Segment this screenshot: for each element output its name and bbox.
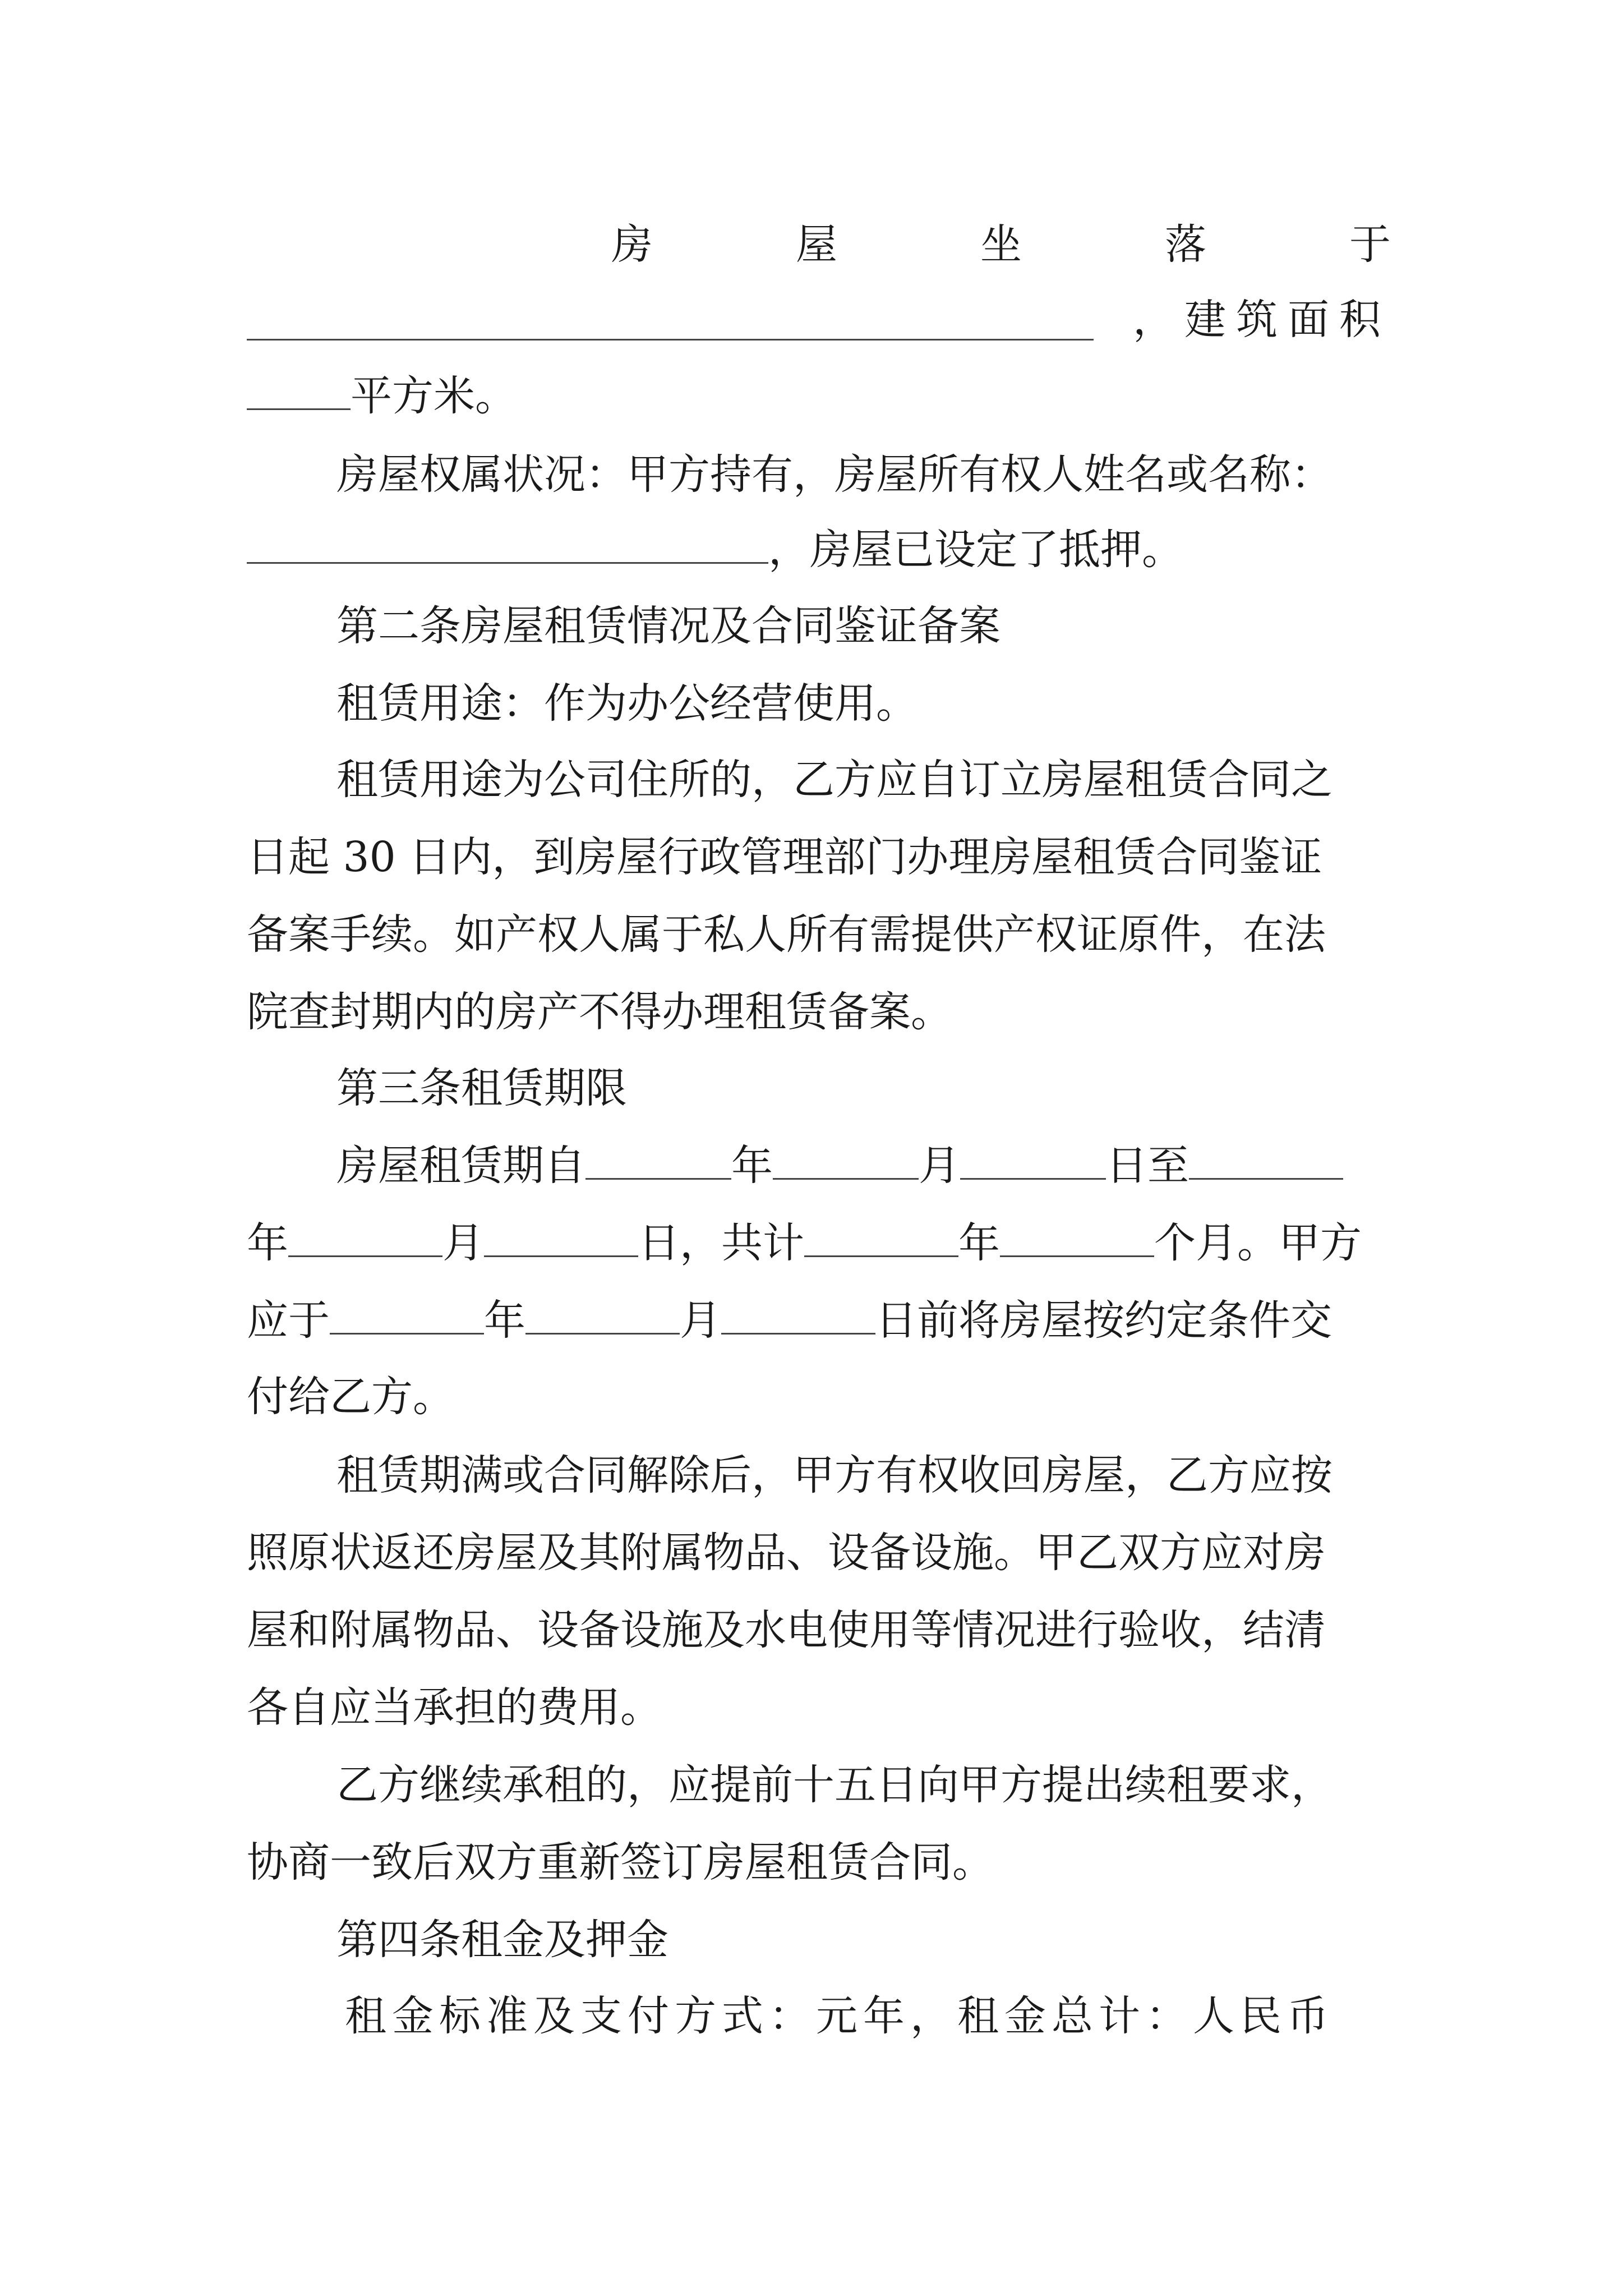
end-day-blank[interactable] xyxy=(484,1216,638,1257)
use-line xyxy=(336,664,1391,743)
paragraph-line xyxy=(247,1591,1391,1669)
paragraph-line xyxy=(247,1513,1391,1592)
paragraph-text: 协商一致后双方重新签订房屋租赁合同。 xyxy=(247,1838,994,1887)
term-text: 房屋租赁期自 xyxy=(336,1142,585,1190)
term-line-3 xyxy=(247,1281,1391,1360)
paragraph-line xyxy=(336,1746,1391,1824)
paragraph-line xyxy=(336,740,1391,819)
article-3-title xyxy=(336,1049,1391,1128)
article-2-title xyxy=(336,587,1391,665)
char: 于 xyxy=(1349,220,1391,269)
article-4-title xyxy=(336,1901,1391,1979)
paragraph-text: 各自应当承担的费用。 xyxy=(247,1683,662,1732)
term-text: 年 xyxy=(731,1142,773,1190)
end-month-blank[interactable] xyxy=(288,1216,442,1257)
term-text: 月 xyxy=(919,1142,960,1190)
term-text: 年 xyxy=(247,1219,288,1267)
paragraph-text: 屋和附属物品、设备设施及水电使用等情况进行验收，结清 xyxy=(247,1606,1326,1654)
term-text: 年 xyxy=(958,1219,1000,1267)
term-text: 日至 xyxy=(1106,1142,1189,1190)
paragraph-text: 乙方继续承租的，应提前十五日向甲方提出续租要求， xyxy=(336,1761,1332,1809)
start-year-blank[interactable] xyxy=(585,1139,731,1180)
rent-text: 租金标准及支付方式：元年，租金总计：人民币 xyxy=(345,1992,1334,2040)
term-text: 日前将房屋按约定条件交 xyxy=(875,1296,1332,1345)
paragraph-line xyxy=(247,895,1391,974)
paragraph-text: 租赁用途为公司住所的，乙方应自订立房屋租赁合同之 xyxy=(336,756,1332,804)
term-line-1 xyxy=(336,1126,1391,1205)
address-blank-line xyxy=(247,280,1391,359)
paragraph-line xyxy=(336,1436,1391,1515)
paragraph-line xyxy=(247,818,1391,896)
ownership-text: 房屋权属状况：甲方持有，房屋所有权人姓名或名称： xyxy=(336,450,1332,499)
use-text: 租赁用途：作为办公经营使用。 xyxy=(336,679,917,728)
start-day-blank[interactable] xyxy=(960,1139,1106,1180)
area-label: ，建筑面积 xyxy=(1133,296,1391,344)
paragraph-line xyxy=(247,973,1391,1051)
term-text: 日，共计 xyxy=(638,1219,804,1267)
term-text: 年 xyxy=(484,1296,525,1345)
paragraph-text: 日起 30 日内，到房屋行政管理部门办理房屋租赁合同鉴证 xyxy=(247,833,1322,881)
term-text: 应于 xyxy=(247,1296,330,1345)
area-blank[interactable] xyxy=(247,369,351,410)
term-line-2 xyxy=(247,1204,1391,1282)
area-unit: 平方米。 xyxy=(351,372,517,420)
delivery-day-blank[interactable] xyxy=(721,1294,875,1335)
char: 屋 xyxy=(796,220,837,269)
term-line-4 xyxy=(247,1358,1391,1436)
total-years-blank[interactable] xyxy=(804,1216,958,1257)
char: 落 xyxy=(1165,220,1206,269)
paragraph-text: 照原状返还房屋及其附属物品、设备设施。甲乙双方应对房 xyxy=(247,1529,1326,1577)
delivery-year-blank[interactable] xyxy=(330,1294,484,1335)
paragraph-line xyxy=(247,1668,1391,1747)
article-3-title-text: 第三条租赁期限 xyxy=(336,1064,627,1112)
delivery-month-blank[interactable] xyxy=(525,1294,680,1335)
article-2-title-text: 第二条房屋租赁情况及合同鉴证备案 xyxy=(336,602,1000,650)
paragraph-text: 备案手续。如产权人属于私人所有需提供产权证原件，在法 xyxy=(247,910,1326,959)
location-line xyxy=(611,205,1391,284)
term-text: 月 xyxy=(680,1296,721,1345)
paragraph-text: 院查封期内的房产不得办理租赁备案。 xyxy=(247,988,952,1036)
start-month-blank[interactable] xyxy=(773,1139,919,1180)
total-months-blank[interactable] xyxy=(1000,1216,1154,1257)
end-year-blank[interactable] xyxy=(1189,1139,1343,1180)
ownership-line xyxy=(336,435,1419,514)
paragraph-text: 租赁期满或合同解除后，甲方有权收回房屋，乙方应按 xyxy=(336,1451,1332,1499)
owner-name-blank[interactable] xyxy=(247,523,768,564)
owner-name-line xyxy=(247,510,1391,589)
term-text: 个月。甲方 xyxy=(1154,1219,1362,1267)
char: 坐 xyxy=(980,220,1022,269)
mortgage-text: ，房屋已设定了抵押。 xyxy=(768,526,1183,574)
article-4-title-text: 第四条租金及押金 xyxy=(336,1916,668,1964)
term-text: 付给乙方。 xyxy=(247,1373,454,1421)
rent-line xyxy=(345,1977,1391,2055)
address-blank[interactable] xyxy=(247,300,1094,341)
term-text: 月 xyxy=(442,1219,484,1267)
char: 房 xyxy=(611,220,653,269)
paragraph-line xyxy=(247,1823,1391,1902)
area-line xyxy=(247,357,1391,435)
